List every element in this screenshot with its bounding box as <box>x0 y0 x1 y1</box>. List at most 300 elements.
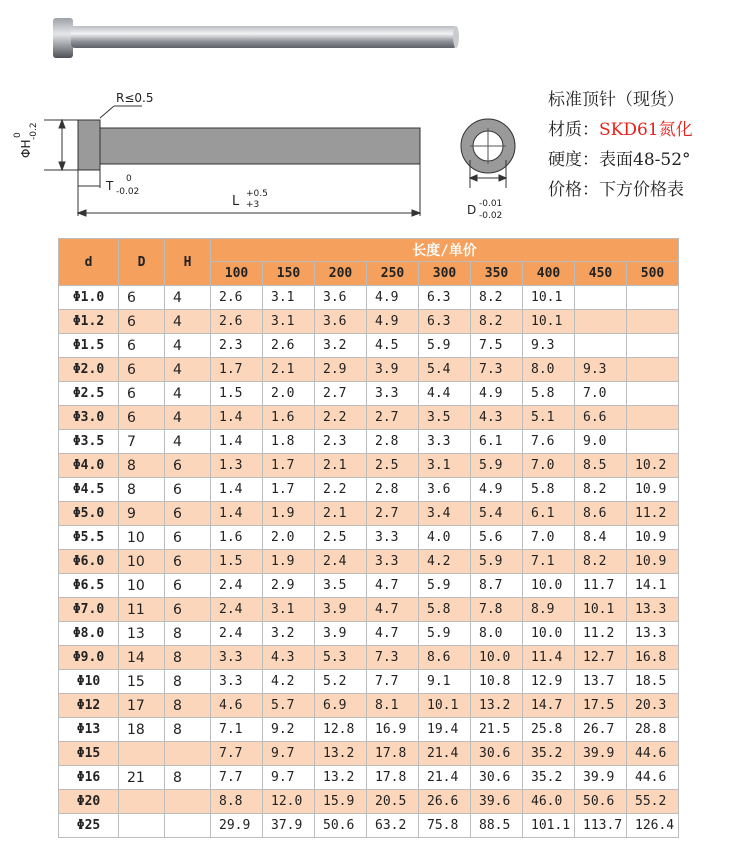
cell-price: 1.9 <box>263 502 315 526</box>
cell-price: 1.6 <box>211 526 263 550</box>
cell-D <box>119 742 165 766</box>
table-row <box>59 694 679 718</box>
cell-price: 14.1 <box>627 574 679 598</box>
cell-price: 9.3 <box>575 358 627 382</box>
cell-H: 8 <box>165 622 211 646</box>
cell-d: Φ6.0 <box>59 550 119 574</box>
table-row <box>59 478 679 502</box>
cell-price: 8.2 <box>471 286 523 310</box>
cell-price: 2.7 <box>315 382 367 406</box>
cell-price: 10.1 <box>523 310 575 334</box>
cell-price: 6.1 <box>523 502 575 526</box>
cell-price: 10.8 <box>471 670 523 694</box>
cell-price: 3.6 <box>315 286 367 310</box>
cell-H <box>165 790 211 814</box>
cell-d: Φ7.0 <box>59 598 119 622</box>
cell-price: 7.1 <box>523 550 575 574</box>
cell-d: Φ9.0 <box>59 646 119 670</box>
table-row <box>59 526 679 550</box>
cell-price <box>627 406 679 430</box>
cell-price: 39.9 <box>575 766 627 790</box>
cell-price: 8.8 <box>211 790 263 814</box>
cell-d: Φ8.0 <box>59 622 119 646</box>
d-tol-bottom: -0.02 <box>479 211 503 221</box>
cell-D: 17 <box>119 694 165 718</box>
cell-price <box>627 382 679 406</box>
material-row <box>548 115 693 145</box>
cell-price <box>575 334 627 358</box>
cell-price: 63.2 <box>367 814 419 838</box>
cell-price: 3.3 <box>211 646 263 670</box>
cell-price: 88.5 <box>471 814 523 838</box>
cell-d: Φ3.0 <box>59 406 119 430</box>
cell-d: Φ12 <box>59 694 119 718</box>
header-length-300: 300 <box>419 262 471 286</box>
cell-price: 8.7 <box>471 574 523 598</box>
cell-D: 6 <box>119 286 165 310</box>
cell-H: 8 <box>165 766 211 790</box>
cell-price: 4.9 <box>367 310 419 334</box>
cell-price: 2.8 <box>367 478 419 502</box>
cell-D: 10 <box>119 550 165 574</box>
cell-d: Φ13 <box>59 718 119 742</box>
cell-price: 2.1 <box>315 454 367 478</box>
cell-price: 3.3 <box>419 430 471 454</box>
table-row <box>59 622 679 646</box>
table-row <box>59 310 679 334</box>
cell-d: Φ4.5 <box>59 478 119 502</box>
cell-price <box>627 310 679 334</box>
cell-price: 7.8 <box>471 598 523 622</box>
cell-d: Φ2.5 <box>59 382 119 406</box>
cell-H <box>165 742 211 766</box>
cell-price: 6.9 <box>315 694 367 718</box>
cell-H <box>165 814 211 838</box>
cell-price: 30.6 <box>471 766 523 790</box>
cell-price: 3.3 <box>367 550 419 574</box>
cell-price: 4.5 <box>367 334 419 358</box>
cell-price: 3.1 <box>263 286 315 310</box>
cell-price: 44.6 <box>627 742 679 766</box>
cell-price: 3.3 <box>211 670 263 694</box>
cell-price: 8.4 <box>575 526 627 550</box>
cell-D: 8 <box>119 478 165 502</box>
header-length-200: 200 <box>315 262 367 286</box>
cell-D: 9 <box>119 502 165 526</box>
cell-price: 13.2 <box>471 694 523 718</box>
cell-H: 4 <box>165 310 211 334</box>
phiH-tol-bottom: -0.2 <box>29 122 39 140</box>
header-length-250: 250 <box>367 262 419 286</box>
cell-price: 7.0 <box>575 382 627 406</box>
cell-D: 10 <box>119 574 165 598</box>
table-row <box>59 790 679 814</box>
table-row <box>59 598 679 622</box>
cell-price: 1.3 <box>211 454 263 478</box>
cell-price: 2.5 <box>367 454 419 478</box>
table-row <box>59 742 679 766</box>
cell-H: 8 <box>165 694 211 718</box>
cell-price: 1.4 <box>211 478 263 502</box>
header-length-100: 100 <box>211 262 263 286</box>
cell-price: 13.2 <box>315 742 367 766</box>
cell-price: 8.9 <box>523 598 575 622</box>
cell-price: 4.9 <box>471 478 523 502</box>
cell-price: 11.2 <box>575 622 627 646</box>
cell-price: 2.9 <box>315 358 367 382</box>
cell-price: 9.7 <box>263 766 315 790</box>
cell-H: 6 <box>165 550 211 574</box>
cell-H: 6 <box>165 598 211 622</box>
table-row <box>59 334 679 358</box>
cell-price: 6.1 <box>471 430 523 454</box>
cell-price <box>627 430 679 454</box>
header-length-400: 400 <box>523 262 575 286</box>
cell-price: 13.3 <box>627 598 679 622</box>
cell-price: 2.6 <box>263 334 315 358</box>
cell-price: 25.8 <box>523 718 575 742</box>
cell-price: 35.2 <box>523 742 575 766</box>
cell-price: 2.1 <box>315 502 367 526</box>
cell-price: 7.1 <box>211 718 263 742</box>
l-tol-top: +0.5 <box>246 189 268 199</box>
cell-price: 3.9 <box>367 358 419 382</box>
cell-price: 3.2 <box>315 334 367 358</box>
table-row <box>59 814 679 838</box>
cell-price: 126.4 <box>627 814 679 838</box>
cell-price: 29.9 <box>211 814 263 838</box>
cell-price: 2.3 <box>211 334 263 358</box>
cell-price: 3.2 <box>263 622 315 646</box>
cell-D: 6 <box>119 406 165 430</box>
cell-price: 12.7 <box>575 646 627 670</box>
cell-price: 7.3 <box>471 358 523 382</box>
cell-price: 1.9 <box>263 550 315 574</box>
cell-price: 17.5 <box>575 694 627 718</box>
cell-price: 9.2 <box>263 718 315 742</box>
cell-price: 10.0 <box>523 622 575 646</box>
cell-price: 2.2 <box>315 478 367 502</box>
cell-H: 6 <box>165 526 211 550</box>
l-tol-bottom: +3 <box>246 200 260 210</box>
cell-price <box>627 358 679 382</box>
header-length-price: 长度/单价 <box>211 239 679 262</box>
cell-price: 5.9 <box>419 334 471 358</box>
cell-D: 6 <box>119 358 165 382</box>
cell-price: 5.8 <box>523 382 575 406</box>
cell-price: 44.6 <box>627 766 679 790</box>
cell-price: 2.7 <box>367 502 419 526</box>
cell-price: 26.7 <box>575 718 627 742</box>
cell-price: 5.8 <box>419 598 471 622</box>
cell-D: 6 <box>119 382 165 406</box>
cell-price: 1.4 <box>211 502 263 526</box>
cell-price: 18.5 <box>627 670 679 694</box>
cell-price: 1.7 <box>263 454 315 478</box>
cell-price: 10.9 <box>627 526 679 550</box>
cell-price: 10.0 <box>471 646 523 670</box>
cell-price: 28.8 <box>627 718 679 742</box>
cell-price: 9.1 <box>419 670 471 694</box>
d-tol-top: -0.01 <box>479 199 503 209</box>
cell-price: 3.3 <box>367 526 419 550</box>
cell-price: 2.5 <box>315 526 367 550</box>
cell-price: 8.0 <box>471 622 523 646</box>
cell-price: 3.1 <box>263 310 315 334</box>
cell-D: 18 <box>119 718 165 742</box>
cell-price: 3.1 <box>263 598 315 622</box>
ejector-pin-photo <box>45 8 460 68</box>
cell-price: 16.8 <box>627 646 679 670</box>
cell-D: 6 <box>119 334 165 358</box>
cell-d: Φ1.5 <box>59 334 119 358</box>
cell-price: 35.2 <box>523 766 575 790</box>
cell-price: 3.3 <box>367 382 419 406</box>
cell-price: 10.2 <box>627 454 679 478</box>
cell-price: 9.3 <box>523 334 575 358</box>
cell-d: Φ3.5 <box>59 430 119 454</box>
cell-D: 8 <box>119 454 165 478</box>
table-row <box>59 550 679 574</box>
cell-price: 3.6 <box>315 310 367 334</box>
cell-price: 4.7 <box>367 574 419 598</box>
l-label: L <box>232 194 240 209</box>
cell-price: 8.2 <box>575 478 627 502</box>
cell-H: 4 <box>165 430 211 454</box>
cell-D: 6 <box>119 310 165 334</box>
cell-price: 2.4 <box>315 550 367 574</box>
cell-price: 12.8 <box>315 718 367 742</box>
cell-price: 4.9 <box>471 382 523 406</box>
cell-price: 7.0 <box>523 454 575 478</box>
cell-price: 17.8 <box>367 766 419 790</box>
cell-price: 6.6 <box>575 406 627 430</box>
technical-drawing <box>0 88 540 233</box>
cell-price: 37.9 <box>263 814 315 838</box>
table-row <box>59 286 679 310</box>
cell-price: 2.7 <box>367 406 419 430</box>
table-row <box>59 718 679 742</box>
cell-price: 5.9 <box>419 622 471 646</box>
cell-price: 1.6 <box>263 406 315 430</box>
cell-price: 8.2 <box>471 310 523 334</box>
cell-price: 8.6 <box>419 646 471 670</box>
cell-price: 75.8 <box>419 814 471 838</box>
cell-price: 7.7 <box>211 742 263 766</box>
cell-H: 8 <box>165 646 211 670</box>
cell-price: 16.9 <box>367 718 419 742</box>
cell-price: 2.4 <box>211 598 263 622</box>
cell-price: 5.6 <box>471 526 523 550</box>
cell-price: 2.9 <box>263 574 315 598</box>
cell-price: 7.6 <box>523 430 575 454</box>
cell-price: 21.5 <box>471 718 523 742</box>
cell-price: 4.2 <box>263 670 315 694</box>
cell-price <box>575 286 627 310</box>
cell-price: 6.3 <box>419 286 471 310</box>
cell-d: Φ16 <box>59 766 119 790</box>
cell-price: 1.8 <box>263 430 315 454</box>
d-label: D <box>467 203 477 217</box>
table-row <box>59 358 679 382</box>
cell-price: 4.2 <box>419 550 471 574</box>
cell-H: 4 <box>165 406 211 430</box>
cell-price: 4.7 <box>367 622 419 646</box>
cell-price: 17.8 <box>367 742 419 766</box>
cell-price: 2.6 <box>211 286 263 310</box>
price-row: 价格：下方价格表 <box>548 180 684 200</box>
cell-price: 1.4 <box>211 430 263 454</box>
cell-price: 5.1 <box>523 406 575 430</box>
material-label: 材质： <box>548 120 599 140</box>
cell-d: Φ6.5 <box>59 574 119 598</box>
material-value: SKD61氮化 <box>599 120 693 140</box>
cell-price: 10.1 <box>575 598 627 622</box>
cell-price: 1.5 <box>211 382 263 406</box>
phiH-tol-top: 0 <box>13 132 23 138</box>
t-tol-bottom: -0.02 <box>116 187 140 197</box>
cell-price: 2.4 <box>211 574 263 598</box>
cell-price: 39.9 <box>575 742 627 766</box>
table-row <box>59 670 679 694</box>
cell-d: Φ4.0 <box>59 454 119 478</box>
cell-price: 7.7 <box>367 670 419 694</box>
cell-price: 12.9 <box>523 670 575 694</box>
cell-price: 26.6 <box>419 790 471 814</box>
cell-H: 8 <box>165 670 211 694</box>
cell-price: 21.4 <box>419 742 471 766</box>
hardness-row: 硬度：表面48-52° <box>548 150 691 170</box>
header-length-450: 450 <box>575 262 627 286</box>
cell-price: 12.0 <box>263 790 315 814</box>
cell-price: 1.7 <box>211 358 263 382</box>
cell-d: Φ1.0 <box>59 286 119 310</box>
cell-price: 1.4 <box>211 406 263 430</box>
cell-price: 8.5 <box>575 454 627 478</box>
cell-d: Φ15 <box>59 742 119 766</box>
cell-price: 3.5 <box>315 574 367 598</box>
cell-price: 4.3 <box>471 406 523 430</box>
cell-price: 2.8 <box>367 430 419 454</box>
cell-price: 3.4 <box>419 502 471 526</box>
cell-D: 10 <box>119 526 165 550</box>
cell-d: Φ2.0 <box>59 358 119 382</box>
cell-price: 5.4 <box>471 502 523 526</box>
cell-price: 2.6 <box>211 310 263 334</box>
cell-price: 9.7 <box>263 742 315 766</box>
cell-price <box>575 310 627 334</box>
cell-price: 7.3 <box>367 646 419 670</box>
header-length-500: 500 <box>627 262 679 286</box>
cell-H: 8 <box>165 718 211 742</box>
cell-price: 1.5 <box>211 550 263 574</box>
cell-price: 6.3 <box>419 310 471 334</box>
cell-H: 6 <box>165 502 211 526</box>
cell-price: 2.1 <box>263 358 315 382</box>
cell-d: Φ5.5 <box>59 526 119 550</box>
table-row <box>59 766 679 790</box>
cell-price: 8.1 <box>367 694 419 718</box>
cell-D: 13 <box>119 622 165 646</box>
cell-d: Φ20 <box>59 790 119 814</box>
cell-price: 3.5 <box>419 406 471 430</box>
price-table-body <box>59 286 679 838</box>
cell-price: 5.2 <box>315 670 367 694</box>
cell-H: 4 <box>165 286 211 310</box>
cell-D: 7 <box>119 430 165 454</box>
cell-price: 4.7 <box>367 598 419 622</box>
cell-price: 8.0 <box>523 358 575 382</box>
cell-D <box>119 790 165 814</box>
cell-price: 2.0 <box>263 382 315 406</box>
cell-price: 21.4 <box>419 766 471 790</box>
cell-H: 6 <box>165 454 211 478</box>
cell-price: 10.1 <box>523 286 575 310</box>
cell-D: 15 <box>119 670 165 694</box>
r-label: R≤0.5 <box>116 91 154 105</box>
cell-price: 50.6 <box>315 814 367 838</box>
cell-price: 3.1 <box>419 454 471 478</box>
header-H: H <box>165 239 211 286</box>
cell-price: 20.3 <box>627 694 679 718</box>
cell-price: 8.6 <box>575 502 627 526</box>
cell-price: 3.9 <box>315 598 367 622</box>
cell-price: 2.3 <box>315 430 367 454</box>
cell-price <box>627 334 679 358</box>
cell-price: 1.7 <box>263 478 315 502</box>
cell-price: 13.3 <box>627 622 679 646</box>
header-length-150: 150 <box>263 262 315 286</box>
cell-price: 46.0 <box>523 790 575 814</box>
table-row <box>59 382 679 406</box>
cell-d: Φ5.0 <box>59 502 119 526</box>
product-info <box>548 85 693 205</box>
cell-price: 10.1 <box>419 694 471 718</box>
table-row <box>59 502 679 526</box>
cell-price: 10.0 <box>523 574 575 598</box>
cell-price <box>627 286 679 310</box>
cell-price: 5.4 <box>419 358 471 382</box>
cell-D: 21 <box>119 766 165 790</box>
header-d: d <box>59 239 119 286</box>
cell-price: 5.3 <box>315 646 367 670</box>
cell-price: 7.7 <box>211 766 263 790</box>
cell-price: 5.9 <box>419 574 471 598</box>
header-D: D <box>119 239 165 286</box>
cell-price: 5.7 <box>263 694 315 718</box>
cell-price: 2.4 <box>211 622 263 646</box>
cell-price: 50.6 <box>575 790 627 814</box>
product-title: 标准顶针（现货） <box>548 90 684 110</box>
cell-price: 5.9 <box>471 454 523 478</box>
cell-price: 55.2 <box>627 790 679 814</box>
cell-price: 4.3 <box>263 646 315 670</box>
cell-price: 101.1 <box>523 814 575 838</box>
cell-price: 7.5 <box>471 334 523 358</box>
header-length-350: 350 <box>471 262 523 286</box>
cell-price: 30.6 <box>471 742 523 766</box>
cell-H: 4 <box>165 382 211 406</box>
cell-H: 6 <box>165 478 211 502</box>
cell-price: 11.7 <box>575 574 627 598</box>
cell-H: 6 <box>165 574 211 598</box>
cell-d: Φ10 <box>59 670 119 694</box>
cell-price: 4.0 <box>419 526 471 550</box>
cell-price: 9.0 <box>575 430 627 454</box>
cell-H: 4 <box>165 334 211 358</box>
cell-price: 5.9 <box>471 550 523 574</box>
table-row <box>59 646 679 670</box>
